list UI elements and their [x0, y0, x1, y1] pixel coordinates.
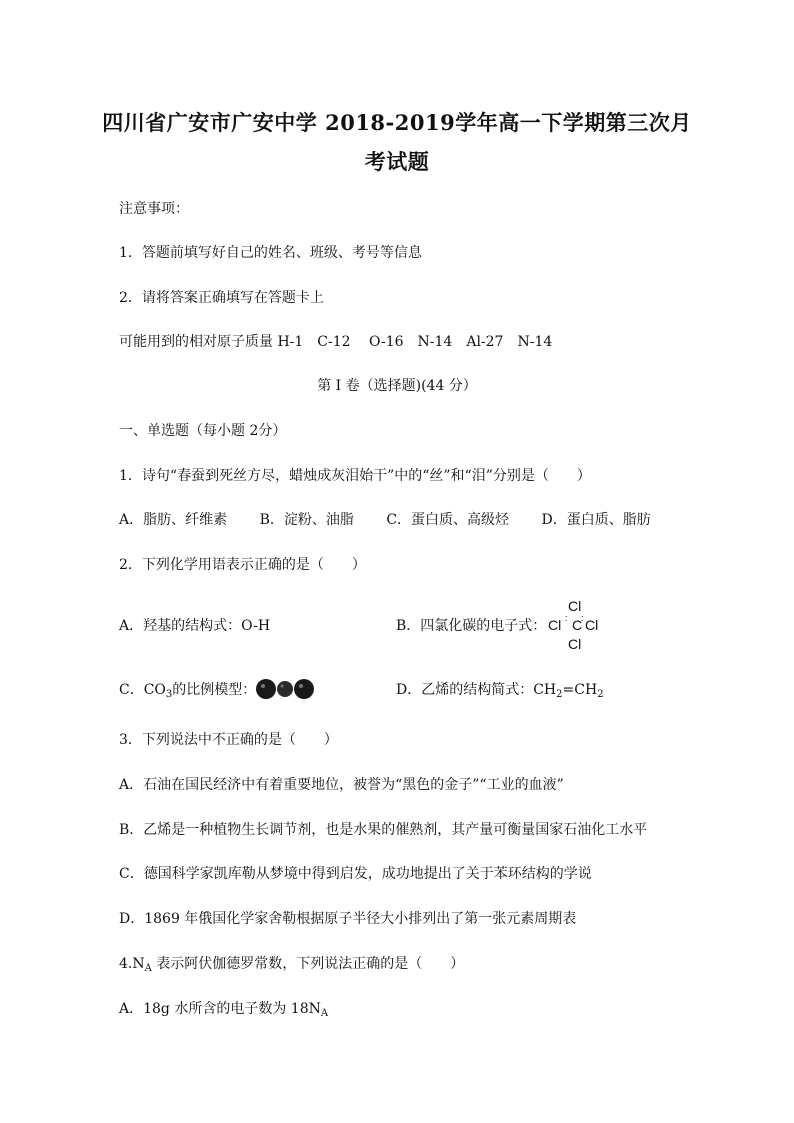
lewis-cl-bottom: Cl — [568, 636, 582, 652]
q3-stem: 3．下列说法中不正确的是（ ） — [119, 732, 338, 748]
co2-space-filling-model-icon — [255, 678, 315, 700]
q2-option-d — [396, 680, 604, 700]
q1-option-d: D．蛋白质、脂肪 — [541, 512, 651, 528]
section-title: 第 I 卷（选择题)(44 分） — [317, 378, 477, 394]
q3-option-c: C．德国科学家凯库勒从梦境中得到启发，成功地提出了关于苯环结构的学说 — [119, 866, 592, 882]
q2-c-subscript: 3 — [165, 689, 173, 700]
q2-stem: 2．下列化学用语表示正确的是（ ） — [119, 557, 366, 573]
lewis-c-center: C — [572, 617, 583, 633]
q2-d-sub2: 2 — [597, 689, 604, 700]
q1-option-b: B．淀粉、油脂 — [259, 512, 354, 528]
notice-item-2: 2．请将答案正确填写在答题卡上 — [119, 290, 324, 306]
q4-a-subscript: A — [320, 1008, 329, 1019]
q3-option-a: A．石油在国民经济中有着重要地位，被誉为“黑色的金子”“工业的血液” — [119, 777, 564, 793]
q1-options — [119, 510, 651, 530]
lewis-dots-right: : — [581, 613, 584, 623]
q2-c-suffix: 的比例模型： — [172, 682, 257, 698]
q2-c-prefix: C．CO — [119, 682, 166, 698]
q1-stem: 1．诗句“春蚕到死丝方尽，蜡烛成灰泪始干”中的“丝”和“泪”分别是（ ） — [119, 468, 591, 484]
q2-d-mid: =CH — [562, 682, 598, 698]
q2-d-prefix: D．乙烯的结构简式：CH — [396, 682, 557, 698]
exam-title-line1: 四川省广安市广安中学 2018-2019学年高一下学期第三次月 — [102, 110, 692, 135]
lewis-dots-left: : — [565, 613, 571, 623]
q1-option-a: A．脂肪、纤维素 — [119, 512, 228, 528]
q4-stem — [119, 954, 464, 974]
q3-option-d: D．1869 年俄国化学家舍勒根据原子半径大小排列出了第一张元素周期表 — [119, 911, 577, 927]
atomic-masses: 可能用到的相对原子质量 H-1 C-12 O-16 N-14 Al-27 N-14 — [119, 334, 553, 350]
q4-option-a — [119, 999, 328, 1019]
notice-heading: 注意事项： — [119, 201, 189, 217]
q4-a-prefix: A．18g 水所含的电子数为 18N — [119, 1001, 321, 1017]
q3-option-b: B．乙烯是一种植物生长调节剂，也是水果的催熟剂，其产量可衡量国家石油化工水平 — [119, 822, 648, 838]
part-title: 一、单选题（每小题 2分） — [119, 423, 287, 439]
q2-option-c — [119, 680, 256, 700]
q2-option-a: A．羟基的结构式：O-H — [119, 618, 271, 634]
ccl4-electron-formula — [548, 598, 608, 654]
lewis-cl-right: Cl — [585, 617, 599, 633]
q4-stem-prefix: 4.N — [119, 956, 145, 972]
q4-stem-suffix: 表示阿伏伽德罗常数，下列说法正确的是（ ） — [151, 956, 465, 972]
exam-title-line2: 考试题 — [364, 149, 430, 174]
lewis-cl-left: Cl — [548, 617, 562, 633]
lewis-cl-top: Cl — [568, 598, 582, 614]
q4-stem-subscript: A — [144, 963, 152, 974]
notice-item-1: 1．答题前填写好自己的姓名、班级、考号等信息 — [119, 245, 422, 261]
q1-option-c: C．蛋白质、高级烃 — [386, 512, 510, 528]
q2-d-sub1: 2 — [556, 689, 563, 700]
q2-option-b: B．四氯化碳的电子式： — [396, 618, 547, 634]
